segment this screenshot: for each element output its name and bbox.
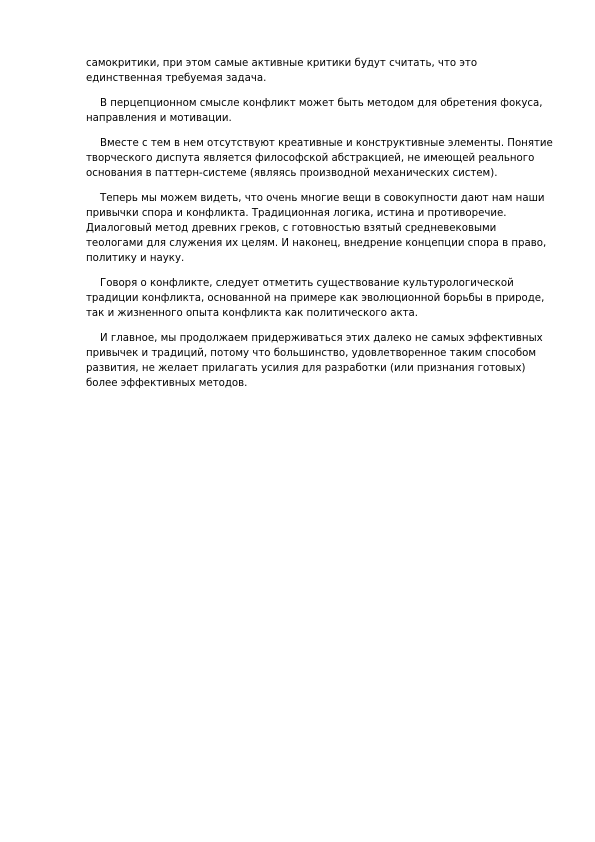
paragraph: Вместе с тем в нем отсутствуют креативные и конструктивные элементы. Понятие творческого диспута является философской абстракцией, не имеющей реального основания в паттерн-системе (являясь производной механических систем).: [86, 138, 553, 179]
paragraph-continuation: самокритики, при этом самые активные критики будут считать, что это единственная требуемая задача.: [86, 58, 478, 84]
document-body: [86, 56, 554, 401]
paragraph: И главное, мы продолжаем придерживаться этих далеко не самых эффективных привычек и традиций, потому что большинство, удовлетворенное таким способом развития, не желает прилагать усилия для разработки (или признания готовых) более эффективных методов.: [86, 333, 543, 389]
paragraph: Говоря о конфликте, следует отметить существование культурологической традиции конфликта, основанной на примере как эволюционной борьбы в природе, так и жизненного опыта конфликта как политического акта.: [86, 278, 545, 319]
paragraph: В перцепционном смысле конфликт может быть методом для обретения фокуса, направления и мотивации.: [86, 98, 543, 124]
paragraph: Теперь мы можем видеть, что очень многие вещи в совокупности дают нам наши привычки спора и конфликта. Традиционная логика, истина и противоречие. Диалоговый метод древних греков, с готовностью взятый средневековыми теологами для служения их целям. И наконец, внедрение концепции спора в право, политику и науку.: [86, 193, 547, 264]
